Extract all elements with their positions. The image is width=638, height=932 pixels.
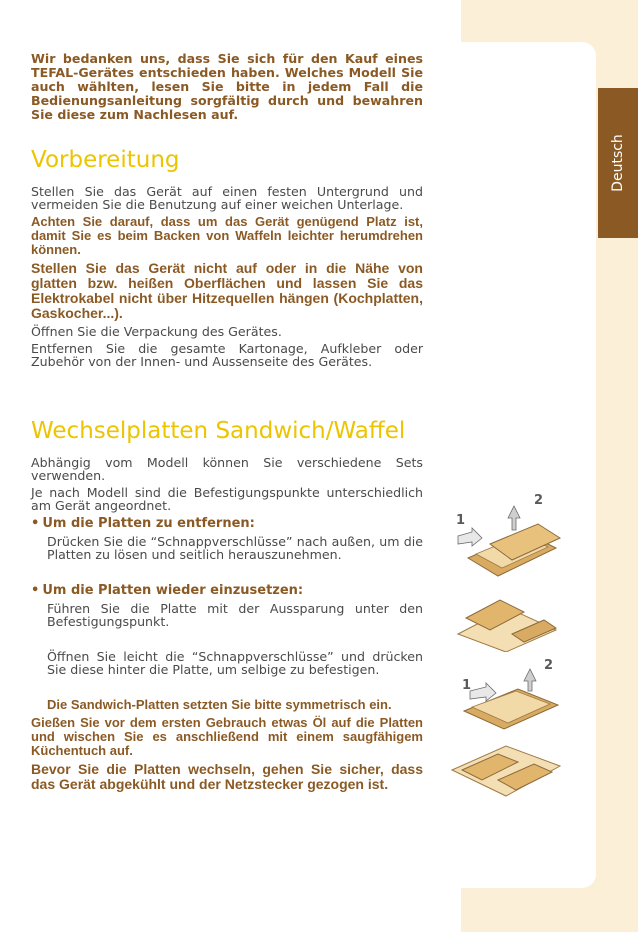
- paragraph-oberflaechen: Stellen Sie das Gerät nicht auf oder in die Nähe von glatten bzw. heißen Oberflächen und lassen Sie das Elektrokabel nicht über Hitzequellen hängen (Kochplatten, Gaskocher...).: [31, 260, 423, 321]
- section-title-wechselplatten: Wechselplatten Sandwich/Waffel: [31, 418, 406, 444]
- intro-text: Wir bedanken uns, dass Sie sich für den Kauf eines TEFAL-Gerätes entschieden haben. Welches Modell Sie auch wählten, lesen Sie bitte in jedem Fall die Bedienungsanleitung sorgfältig durch und bewahren Sie diese zum Nachlesen auf.: [31, 51, 423, 122]
- illustration-fix-plate: [458, 655, 564, 733]
- bullet-einsetzen-label: Um die Platten wieder einzusetzen:: [42, 583, 304, 598]
- note-netzstecker: Bevor Sie die Platten wechseln, gehen Sie sicher, dass das Gerät abgekühlt und der Netzstecker gezogen ist.: [31, 761, 423, 792]
- fig1-label-1: 1: [456, 513, 466, 528]
- paragraph-druecken: Drücken Sie die “Schnappverschlüsse” nach außen, um die Platten zu lösen und seitlich herauszunehmen.: [47, 534, 423, 562]
- paragraph-verpackung: Öffnen Sie die Verpackung des Gerätes.: [31, 324, 282, 339]
- section-vorbereitung: [31, 147, 423, 368]
- fig3-label-1: 1: [462, 678, 472, 693]
- paragraph-platz: Achten Sie darauf, dass um das Gerät genügend Platz ist, damit Sie es beim Backen von Waffeln leichter herumdrehen können.: [31, 214, 423, 257]
- fig3-label-2: 2: [544, 658, 554, 673]
- section-wechselplatten: [31, 418, 423, 792]
- note-symmetrisch: Die Sandwich-Platten setzten Sie bitte symmetrisch ein.: [47, 697, 392, 712]
- paragraph-oeffnen: Öffnen Sie leicht die “Schnappverschlüsse” und drücken Sie diese hinter die Platte, um selbige zu befestigen.: [47, 649, 423, 677]
- illustration-remove-plate: [448, 488, 568, 578]
- intro-paragraph: [31, 52, 423, 122]
- bullet-dot: •: [31, 516, 40, 531]
- paragraph-befestigung: Je nach Modell sind die Befestigungspunkte unterschiedlich am Gerät angeordnet.: [31, 485, 423, 513]
- paragraph-fuehren: Führen Sie die Platte mit der Aussparung unter den Befestigungspunkt.: [47, 601, 423, 629]
- bullet-entfernen: [31, 516, 423, 531]
- bullet-dot: •: [31, 583, 40, 598]
- fig1-label-2: 2: [534, 493, 544, 508]
- paragraph-sets: Abhängig vom Modell können Sie verschiedene Sets verwenden.: [31, 455, 423, 483]
- bullet-entfernen-label: Um die Platten zu entfernen:: [42, 516, 255, 531]
- language-tab-label: Deutsch: [610, 134, 626, 192]
- language-tab: [598, 88, 638, 238]
- section-title-vorbereitung: Vorbereitung: [31, 147, 180, 173]
- paragraph-untergrund: Stellen Sie das Gerät auf einen festen Untergrund und vermeiden Sie die Benutzung auf einer weichen Unterlage.: [31, 184, 423, 212]
- paragraph-kartonage: Entfernen Sie die gesamte Kartonage, Aufkleber oder Zubehör von der Innen- und Aussenseite des Gerätes.: [31, 341, 423, 369]
- bullet-einsetzen: [31, 583, 423, 598]
- note-oel: Gießen Sie vor dem ersten Gebrauch etwas Öl auf die Platten und wischen Sie es anschließend mit einem saugfähigem Küchentuch auf.: [31, 715, 423, 758]
- illustration-sandwich-plates: [448, 740, 564, 800]
- illustration-insert-plate: [452, 594, 564, 652]
